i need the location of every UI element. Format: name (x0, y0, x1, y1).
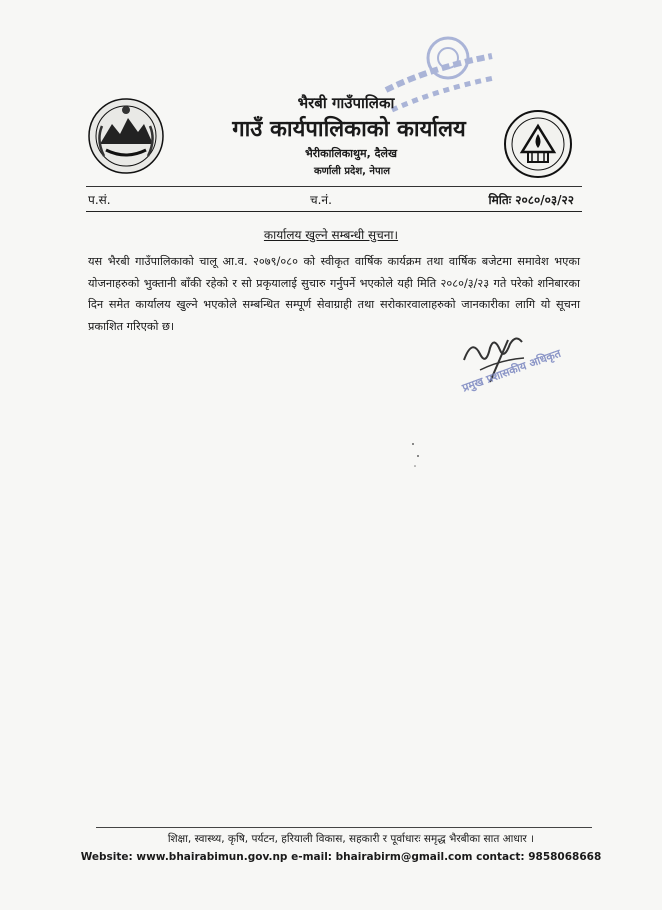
footer-motto: शिक्षा, स्वास्थ्य, कृषि, पर्यटन, हरियाली विकास, सहकारी र पूर्वाधारः समृद्ध भैरबीका सात आधार । (167, 833, 535, 845)
notice-date: मितिः २०८०/०३/२२ (488, 193, 574, 207)
footer-divider (96, 827, 592, 828)
office-title: गाउँ कार्यपालिकाको कार्यालय (232, 117, 466, 142)
notice-body: यस भैरबी गाउँपालिकाको चालू आ.व. २०७९/०८० को स्वीकृत वार्षिक कार्यक्रम तथा वार्षिक बजेटमा समावेश भएका योजनाहरुको भुक्तानी बाँकी रहेको र सो प्रकृयालाई सुचारु गर्नुपर्ने भएकोले यही मिति २०८०/३/२३ गते परेको शनिबारका दिन समेत कार्यालय खुल्ने भएकोले सम्बन्धित सम्पूर्ण सेवाग्राही तथा सरोकारवालाहरुको जानकारीका लागि यो सूचना प्रकाशित गरिएको छ। (88, 255, 580, 333)
scan-speck (410, 440, 422, 470)
signatory-stamp: प्रमुख प्रशासकीय अधिकृत (460, 346, 563, 395)
notice-subject: कार्यालय खुल्ने सम्बन्धी सुचना। (263, 228, 399, 242)
reference-divider (86, 211, 582, 212)
header-divider (86, 186, 582, 187)
municipality-logo-icon (502, 108, 574, 180)
dispatch-number-label: च.नं. (310, 193, 332, 207)
letter-number-label: प.सं. (88, 193, 111, 207)
office-address: भैरीकालिकाथुम, दैलेख (305, 147, 397, 160)
reference-row (86, 191, 582, 209)
municipality-name: भैरबी गाउँपालिका (297, 94, 395, 112)
office-province: कर्णाली प्रदेश, नेपाल (313, 166, 391, 177)
footer-contact: Website: www.bhairabimun.gov.np e-mail: bhairabirm@gmail.com contact: 9858068668 (80, 851, 602, 863)
